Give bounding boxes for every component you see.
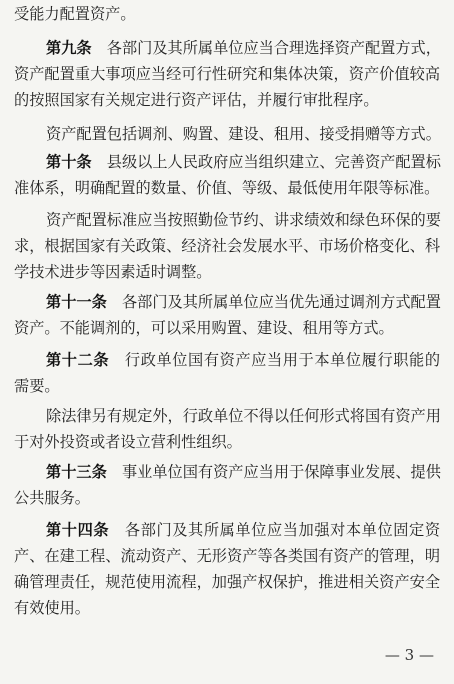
body-line: 准体系，明确配置的数量、价值、等级、最低使用年限等标准。	[14, 179, 440, 197]
article-number: 第十二条	[46, 351, 110, 369]
article-number: 第九条	[46, 39, 92, 57]
body-line: 求，根据国家有关政策、经济社会发展水平、市场价格变化、科	[14, 237, 440, 255]
article-number: 第十三条	[46, 463, 107, 481]
article-12-heading-line: 第十二条 行政单位国有资产应当用于本单位履行职能的	[46, 351, 441, 369]
page-number: — 3 —	[384, 646, 434, 664]
body-line: 的按照国家有关规定进行资产评估，并履行审批程序。	[14, 91, 379, 109]
body-line: 有效使用。	[14, 599, 90, 617]
body-line: 资产配置重大事项应当经可行性研究和集体决策，资产价值较高	[14, 65, 440, 83]
body-line: 需要。	[14, 377, 60, 395]
body-line: 资产。不能调剂的，可以采用购置、建设、租用等方式。	[14, 319, 394, 337]
body-line: 资产配置包括调剂、购置、建设、租用、接受捐赠等方式。	[46, 125, 441, 143]
body-line: 产、在建工程、流动资产、无形资产等各类国有资产的管理，明	[14, 547, 440, 565]
article-13-heading-line: 第十三条 事业单位国有资产应当用于保障事业发展、提供	[46, 463, 441, 481]
body-line: 除法律另有规定外，行政单位不得以任何形式将国有资产用	[46, 407, 441, 425]
article-14-heading-line: 第十四条 各部门及其所属单位应当加强对本单位固定资	[46, 521, 441, 539]
body-line: 公共服务。	[14, 489, 90, 507]
body-line: 学技术进步等因素适时调整。	[14, 263, 212, 281]
body-line: 资产配置标准应当按照勤俭节约、讲求绩效和绿色环保的要	[46, 211, 441, 229]
article-number: 第十条	[46, 153, 92, 171]
body-line: 确管理责任，规范使用流程，加强产权保护，推进相关资产安全	[14, 573, 440, 591]
body-line: 受能力配置资产。	[14, 5, 136, 23]
article-11-heading-line: 第十一条 各部门及其所属单位应当优先通过调剂方式配置	[46, 293, 441, 311]
article-9-heading-line: 第九条 各部门及其所属单位应当合理选择资产配置方式，	[46, 39, 441, 57]
article-10-heading-line: 第十条 县级以上人民政府应当组织建立、完善资产配置标	[46, 153, 441, 171]
article-number: 第十四条	[46, 521, 110, 539]
body-line: 于对外投资或者设立营利性组织。	[14, 433, 242, 451]
article-number: 第十一条	[46, 293, 107, 311]
